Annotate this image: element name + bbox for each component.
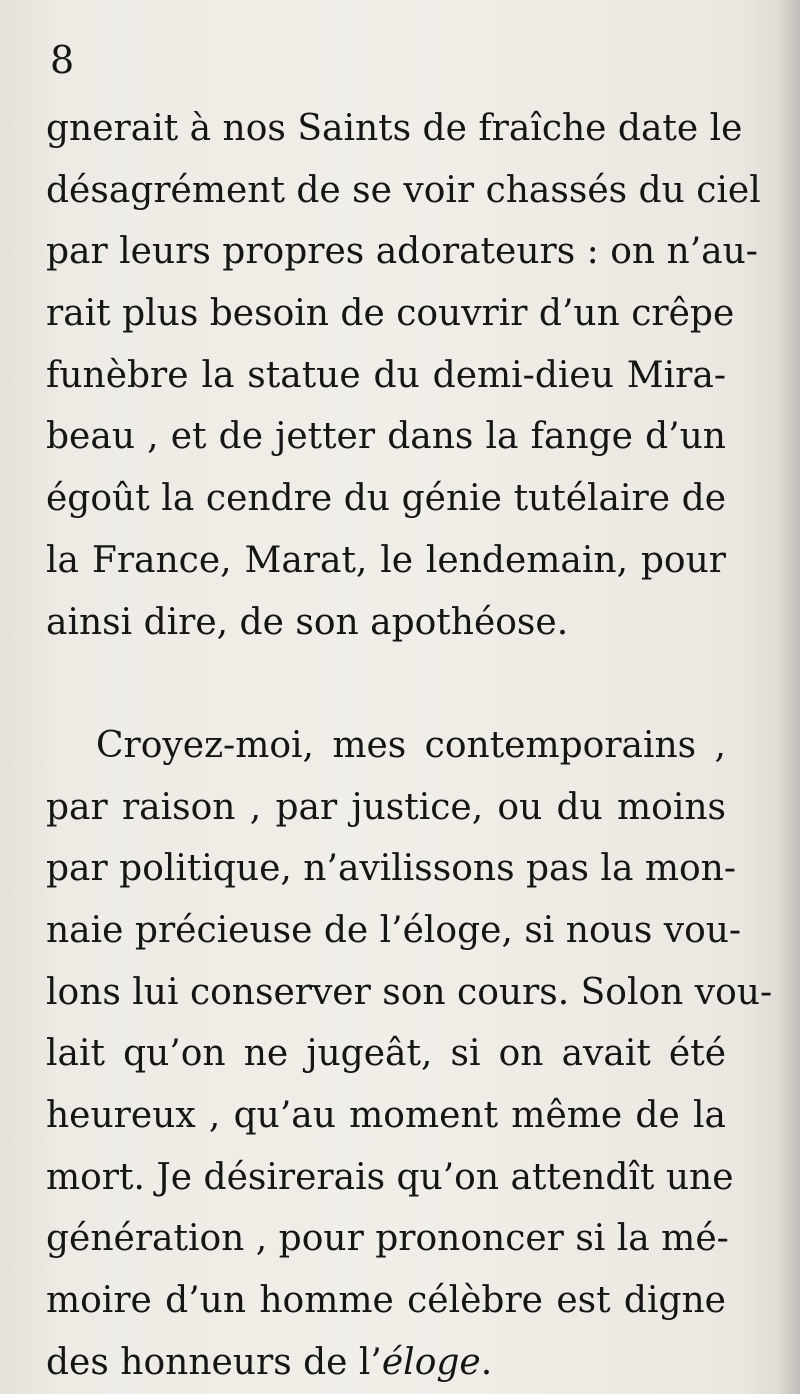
text-line-final bbox=[46, 1332, 726, 1394]
paragraph-gap bbox=[46, 653, 726, 715]
text-line-prefix: des honneurs de l’ bbox=[46, 1341, 382, 1383]
text-line: par raison , par justice, ou du moins bbox=[46, 786, 726, 828]
text-line: heureux , qu’au moment même de la bbox=[46, 1095, 726, 1136]
text-line: naie précieuse de l’éloge, si nous vou- bbox=[46, 909, 742, 951]
text-line: ainsi dire, de son apothéose. bbox=[46, 601, 569, 643]
text-line: par politique, n’avilissons pas la mon- bbox=[46, 848, 737, 890]
page-edge-shadow bbox=[778, 0, 800, 1394]
text-line: mort. Je désirerais qu’on attendît une bbox=[46, 1156, 734, 1198]
text-line: la France, Marat, le lendemain, pour bbox=[46, 539, 726, 581]
text-line: gnerait à nos Saints de fraîche date le bbox=[46, 108, 743, 149]
text-line: Croyez-moi, mes contemporains , bbox=[96, 724, 726, 766]
text-line: égoût la cendre du génie tutélaire de bbox=[46, 478, 726, 520]
text-line: lons lui conserver son cours. Solon vou- bbox=[46, 971, 773, 1013]
page-number: 8 bbox=[50, 38, 75, 82]
text-line: génération , pour prononcer si la mé- bbox=[46, 1218, 729, 1260]
italic-word: éloge bbox=[381, 1341, 481, 1383]
body-text bbox=[46, 98, 773, 1393]
text-line: désagrément de se voir chassés du ciel bbox=[46, 169, 761, 211]
text-line: lait qu’on ne jugeât, si on avait été bbox=[46, 1033, 726, 1075]
text-line: beau , et de jetter dans la fange d’un bbox=[46, 416, 726, 458]
text-line: par leurs propres adorateurs : on n’au- bbox=[46, 231, 758, 273]
text-line: moire d’un homme célèbre est digne bbox=[46, 1280, 726, 1322]
text-line: rait plus besoin de couvrir d’un crêpe bbox=[46, 293, 735, 335]
text-line: funèbre la statue du demi-dieu Mira- bbox=[46, 354, 726, 396]
text-line-suffix: . bbox=[480, 1341, 493, 1383]
